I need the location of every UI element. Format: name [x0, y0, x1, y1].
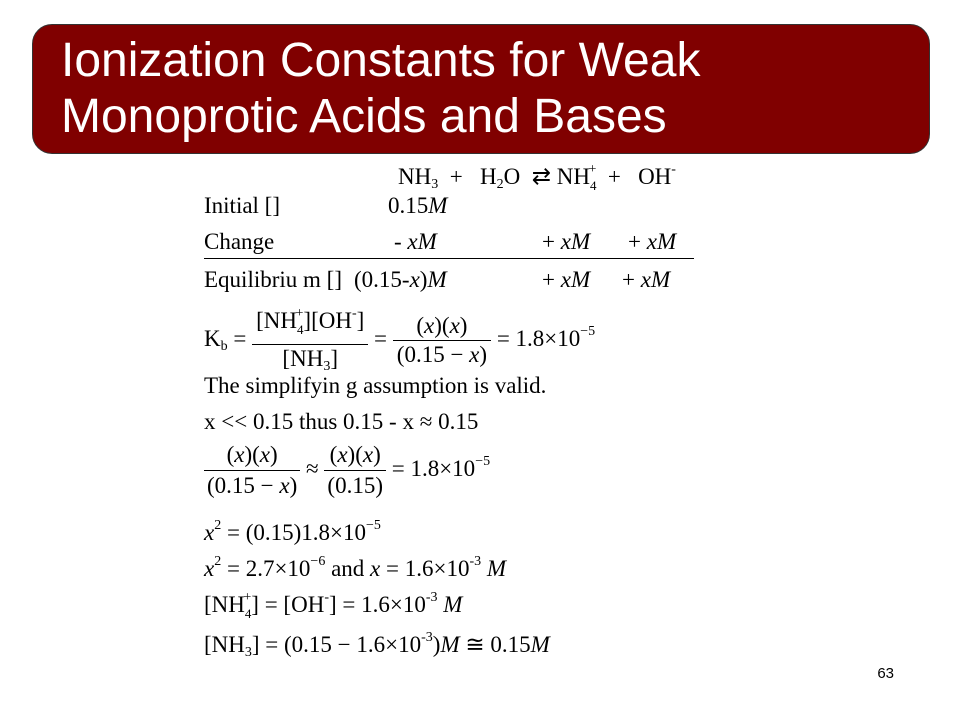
ice-eq-oh: + xM [622, 267, 671, 292]
ice-divider [204, 258, 694, 259]
ice-eq-nh4: + xM [542, 267, 591, 292]
concentration-line: $[NH_4^+] = [OH^-] = 1.6\times 10^{-3}$ M [204, 590, 463, 621]
ice-change-nh4: + xM [542, 229, 591, 254]
nh3-concentration-line: $[NH_3] = (0.15 - 1.6\times 10^{-3})M$ ≅ 0.15M [204, 630, 550, 660]
ice-label-change: Change [204, 229, 275, 254]
ice-row-change [204, 228, 694, 256]
ice-row-initial [204, 192, 448, 220]
ice-change-nh3: - xM [394, 229, 437, 254]
assumption-text: The simplifyin g assumption is valid. [204, 373, 547, 398]
ice-row-equilibrium [204, 266, 694, 294]
approx-fraction-equation: $\frac{(x)(x)}{(0.15 - x)}$ ≈ $\frac{(x)(x)}{(0.15)}$ = $1.8\times 10^{-5}$ [204, 440, 490, 501]
ice-change-oh: + xM [628, 229, 677, 254]
slide-title-line-2: Monoprotic Acids and Bases [61, 90, 667, 143]
ice-initial-nh3: 0.15M [388, 193, 448, 218]
x-squared-line-2: $x^2 = 2.7\times 10^{-6}$ and $x = 1.6\times 10^{-3}$ M [204, 554, 507, 581]
slide-title [61, 33, 700, 145]
slide-number: 63 [877, 665, 894, 682]
title-banner [32, 24, 930, 154]
ice-label-initial: Initial [] [204, 193, 280, 218]
slide-title-line-1: Ionization Constants for Weak [61, 34, 701, 87]
kb-expression: $K_b$ = $\frac{[NH_4^+][OH^-]}{[NH_3]}$ = $\frac{(x)(x)}{(0.15 - x)}$ = $1.8\times 10^{-5}$ [204, 300, 595, 381]
x-squared-line-1: $x^2 = (0.15)1.8\times 10^{-5}$ [204, 518, 381, 545]
ice-eq-nh3: (0.15-x)M [354, 267, 447, 292]
kb-fraction-x: $\frac{(x)(x)}{(0.15 - x)}$ [393, 312, 491, 369]
kb-fraction-concentrations: $\frac{[NH_4^+][OH^-]}{[NH_3]}$ [252, 300, 368, 381]
reaction-equation: $NH_3 + H_2O$ ⇄ $NH_4^+ + OH^-$ [398, 162, 676, 193]
approximation-text: x << 0.15 thus 0.15 - x ≈ 0.15 [204, 409, 479, 434]
ice-label-equilibrium: Equilibriu m [] [204, 267, 342, 292]
